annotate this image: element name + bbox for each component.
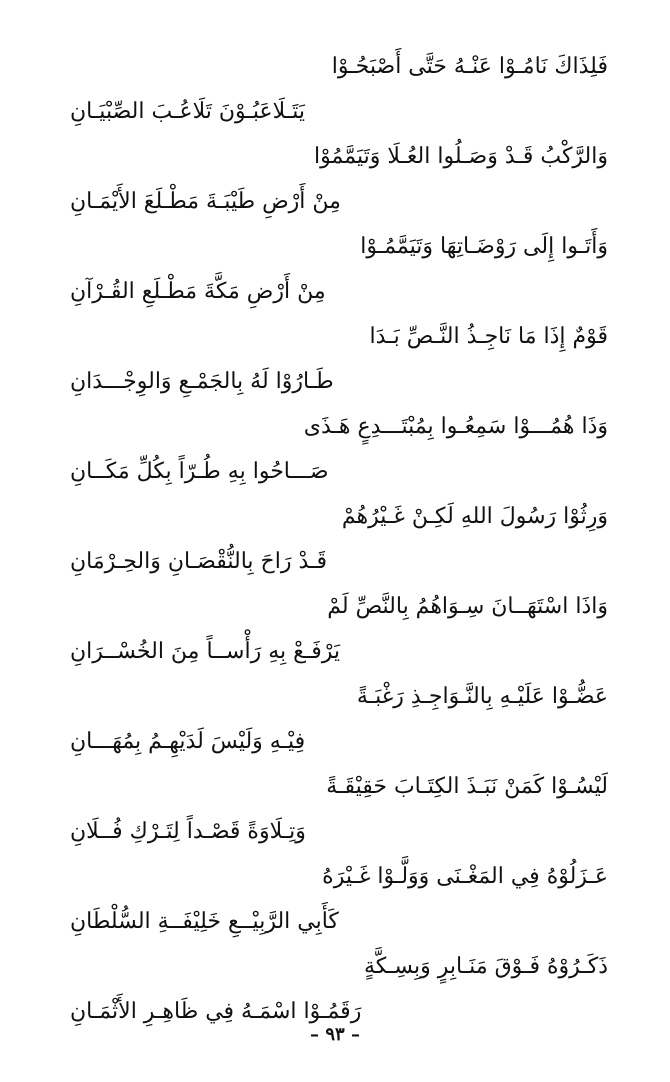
poem-line: لَيْسُـوْا كَمَنْ نَبَـذَ الكِتَـابَ حَقِيْقَـةً	[326, 774, 608, 799]
poem-line: وَتِـلَاوَةً قَصْـداً لِتَـرْكِ فُــلَانِ	[70, 819, 306, 844]
poem-line: قَـدْ رَاحَ بِالنُّقْصَـانِ وَالحِـرْمَانِ	[70, 549, 327, 574]
poem-line: وَاذَا اسْتَهَــانَ سِـوَاهُمُ بِالنَّصِّ لَمْ	[327, 594, 608, 619]
poem-line: مِنْ أَرْضِ طَيْبَـةَ مَطْـلَعَ الأَيْمَـانِ	[70, 189, 341, 214]
poem-line: ذَكَـرُوْهُ فَـوْقَ مَنَـابِرٍ وَبِسِـكَّةٍ	[364, 954, 608, 979]
poem-line: عَضُّـوْا عَلَيْـهِ بِالنَّـوَاجِـذِ رَغْبَـةً	[356, 684, 608, 709]
poem-line: كَأَبِي الرَّبِيْــعِ خَلِيْفَــةِ السُّلْطَانِ	[70, 909, 339, 934]
poem-line: وَالرَّكْبُ قَـدْ وَصَـلُوا العُـلَا وَتَيَمَّمُوْا	[314, 144, 608, 169]
poem-text	[70, 44, 608, 1034]
poem-line: فَلِذَاكَ نَامُـوْا عَنْـهُ حَتَّى أَصْبَحُـوْا	[331, 54, 608, 79]
poem-line: قَوْمٌ إِذَا مَا نَاجِـذُ النَّـصِّ بَـدَا	[369, 324, 608, 349]
poem-line: يَتَـلَاعَبُـوْنَ تَلَاعُـبَ الصِّبْيَـانِ	[70, 99, 305, 124]
page-number: – ٩٣ –	[310, 1024, 360, 1045]
poem-line: يَرْفَـعْ بِهِ رَأْســاً مِنَ الخُسْــرَانِ	[70, 639, 341, 664]
poem-line: وَرِثُوْا رَسُولَ اللهِ لَكِـنْ غَـيْرُهُمْ	[341, 504, 608, 529]
poem-line: وَذَا هُمُـــوْا سَمِعُـوا بِمُبْتَـــدِعٍ هَـذَى	[303, 414, 608, 439]
poem-line: رَقَمُـوْا اسْمَـهُ فِي ظَاهِـرِ الأَثْمَـانِ	[70, 999, 362, 1024]
poem-line: عَـزَلُوْهُ فِي المَغْـنَى وَوَلَّـوْا غَـيْرَهُ	[322, 864, 608, 889]
poem-line: مِنْ أَرْضِ مَكَّةَ مَطْـلَعِ القُـرْآنِ	[70, 279, 326, 304]
poem-line: وَأَتَـوا إِلَى رَوْضَـاتِهَا وَتَيَمَّمُـوْا	[360, 234, 608, 259]
poem-line: صَـــاحُوا بِهِ طُـرّاً بِكُلِّ مَكَــانِ	[70, 459, 329, 484]
poem-line: فِيْـهِ وَلَيْسَ لَدَيْهِـمُ بِمُهَـــانِ	[70, 729, 306, 754]
poem-line: طَـارُوْا لَهُ بِالجَمْـعِ وَالوِجْـــدَانِ	[70, 369, 334, 394]
